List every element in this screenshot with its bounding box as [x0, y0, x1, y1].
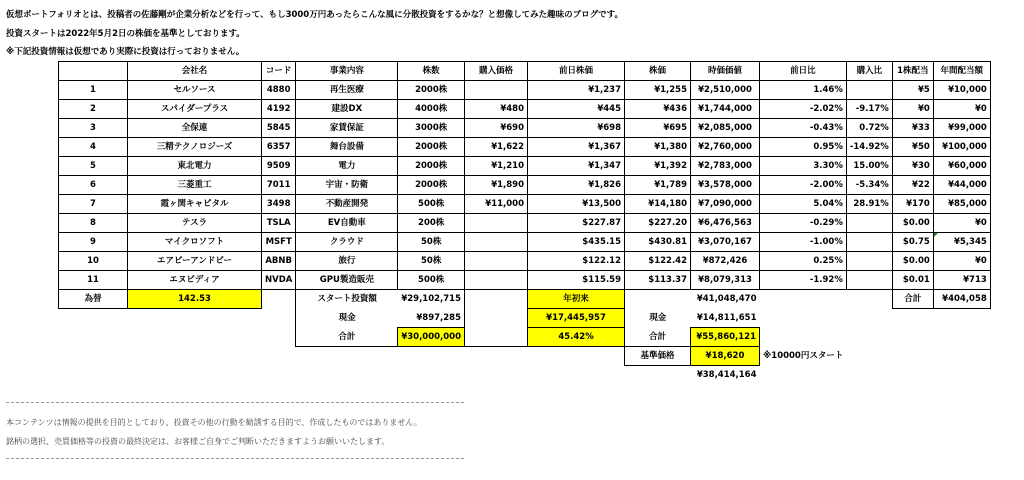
cell-dod: -2.02%: [760, 100, 847, 119]
header-cell: 前日比: [760, 62, 847, 81]
cell-shares: 3000株: [398, 119, 465, 138]
cell-biz: EV自動車: [296, 214, 398, 233]
cell-prev: ¥698: [528, 119, 625, 138]
cell-price: $430.81: [625, 233, 691, 252]
cell-vsbuy: 0.72%: [846, 119, 892, 138]
cell-div: ¥0: [892, 100, 933, 119]
cell-shares: 2000株: [398, 157, 465, 176]
cell-vsbuy: 15.00%: [846, 157, 892, 176]
cell-biz: 旅行: [296, 252, 398, 271]
disclaimer-line-1: 本コンテンツは情報の提供を目的としており、投資その他の行動を勧誘する目的で、作成したものではありません。: [6, 418, 422, 427]
header-cell: 前日株価: [528, 62, 625, 81]
ytd-value: ¥17,445,957: [528, 309, 625, 328]
cell-prev: ¥1,367: [528, 138, 625, 157]
table-row: [59, 100, 991, 119]
cell-code: ABNB: [262, 252, 296, 271]
cell-biz: クラウド: [296, 233, 398, 252]
header-cell: 株数: [398, 62, 465, 81]
base-value: ¥18,620: [691, 347, 760, 366]
fx-value: 142.53: [128, 290, 262, 309]
cell-no: 5: [59, 157, 128, 176]
table-row: [59, 138, 991, 157]
cell-prev: $115.59: [528, 271, 625, 290]
ytd-label: 年初来: [528, 290, 625, 309]
cell-code: 7011: [262, 176, 296, 195]
cell-value: ¥872,426: [691, 252, 760, 271]
cell-annual: ¥0: [933, 252, 990, 271]
cell-shares: 200株: [398, 214, 465, 233]
cell-buy: ¥11,000: [465, 195, 528, 214]
cell-buy: [465, 81, 528, 100]
cell-name: 東北電力: [128, 157, 262, 176]
summary-row-4: [59, 347, 991, 366]
cell-annual: ¥0: [933, 100, 990, 119]
cell-buy: ¥480: [465, 100, 528, 119]
cell-div: ¥30: [892, 157, 933, 176]
header-cell: 年間配当額: [933, 62, 990, 81]
cell-price: ¥695: [625, 119, 691, 138]
cell-price: ¥1,392: [625, 157, 691, 176]
div-total-value: ¥404,058: [933, 290, 990, 309]
cell-name: 霞ヶ関キャピタル: [128, 195, 262, 214]
cell-price: $122.42: [625, 252, 691, 271]
cell-code: 6357: [262, 138, 296, 157]
cell-biz: GPU製造販売: [296, 271, 398, 290]
cell-vsbuy: [846, 252, 892, 271]
cell-name: エヌビディア: [128, 271, 262, 290]
divider-top: [6, 402, 464, 403]
cell-no: 10: [59, 252, 128, 271]
cell-annual: ¥5,345: [933, 233, 990, 252]
cell-value: ¥2,510,000: [691, 81, 760, 100]
cell-prev: $227.87: [528, 214, 625, 233]
cell-value: ¥2,085,000: [691, 119, 760, 138]
cell-prev: ¥445: [528, 100, 625, 119]
cell-code: 9509: [262, 157, 296, 176]
header-cell: 時価価値: [691, 62, 760, 81]
cell-price: ¥1,789: [625, 176, 691, 195]
cell-div: ¥50: [892, 138, 933, 157]
cell-dod: 0.25%: [760, 252, 847, 271]
portfolio-table: [58, 61, 991, 384]
cell-shares: 500株: [398, 195, 465, 214]
cell-biz: 家賃保証: [296, 119, 398, 138]
cell-annual: ¥99,000: [933, 119, 990, 138]
cell-price: ¥1,380: [625, 138, 691, 157]
cell-name: エアビーアンドビー: [128, 252, 262, 271]
start-value: ¥29,102,715: [398, 290, 465, 309]
cell-no: 1: [59, 81, 128, 100]
cell-annual: ¥85,000: [933, 195, 990, 214]
table-row: [59, 195, 991, 214]
cell-vsbuy: [846, 233, 892, 252]
disclaimer-line-2: 銘柄の選択、売買価格等の投資の最終決定は、お客様ご自身でご判断いただきますようお願いいたします。: [6, 437, 390, 446]
header-cell: 購入比: [846, 62, 892, 81]
summary-row-1: [59, 290, 991, 309]
base-note: ※10000円スタート: [763, 351, 844, 361]
cell-buy: ¥1,210: [465, 157, 528, 176]
cell-div: $0.01: [892, 271, 933, 290]
header-cell: コード: [262, 62, 296, 81]
cell-shares: 4000株: [398, 100, 465, 119]
cell-buy: [465, 233, 528, 252]
cell-vsbuy: -5.34%: [846, 176, 892, 195]
cell-buy: ¥690: [465, 119, 528, 138]
cell-biz: 電力: [296, 157, 398, 176]
cell-name: テスラ: [128, 214, 262, 233]
cell-value: ¥1,744,000: [691, 100, 760, 119]
base-label: 基準価格: [625, 347, 691, 366]
cell-buy: ¥1,890: [465, 176, 528, 195]
table-row: [59, 214, 991, 233]
cell-dod: 3.30%: [760, 157, 847, 176]
cash2-label: 現金: [649, 313, 667, 323]
cell-buy: [465, 252, 528, 271]
header-cell: 事業内容: [296, 62, 398, 81]
cell-annual: ¥60,000: [933, 157, 990, 176]
summary-row-5: [59, 366, 991, 385]
start-label: スタート投資額: [296, 290, 398, 309]
ytd-pct: 45.42%: [528, 328, 625, 347]
cell-dod: 0.95%: [760, 138, 847, 157]
total-label: 合計: [296, 328, 398, 347]
cash-label: 現金: [296, 309, 398, 328]
cell-vsbuy: -9.17%: [846, 100, 892, 119]
cell-shares: 500株: [398, 271, 465, 290]
cell-code: NVDA: [262, 271, 296, 290]
cash-value: ¥897,285: [416, 312, 462, 323]
cell-prev: $122.12: [528, 252, 625, 271]
cell-price: $227.20: [625, 214, 691, 233]
header-cell: 会社名: [128, 62, 262, 81]
div-total-label: 合計: [892, 290, 933, 309]
cell-no: 6: [59, 176, 128, 195]
cell-dod: -0.43%: [760, 119, 847, 138]
header-cell: 購入価格: [465, 62, 528, 81]
below-value: ¥38,414,164: [696, 370, 757, 380]
cell-annual: ¥100,000: [933, 138, 990, 157]
table-row: [59, 157, 991, 176]
cell-annual: ¥10,000: [933, 81, 990, 100]
table-row: [59, 176, 991, 195]
total2-label: 合計: [625, 328, 691, 347]
header-row: [59, 62, 991, 81]
cell-vsbuy: [846, 214, 892, 233]
cell-biz: 不動産開発: [296, 195, 398, 214]
cell-shares: 2000株: [398, 138, 465, 157]
cell-price: $113.37: [625, 271, 691, 290]
cell-code: 3498: [262, 195, 296, 214]
cell-buy: [465, 271, 528, 290]
cell-prev: ¥1,237: [528, 81, 625, 100]
table-row: [59, 252, 991, 271]
cell-dod: 1.46%: [760, 81, 847, 100]
cell-name: 三精テクノロジーズ: [128, 138, 262, 157]
cell-prev: ¥1,826: [528, 176, 625, 195]
cell-div: $0.00: [892, 252, 933, 271]
cell-dod: -0.29%: [760, 214, 847, 233]
table-row: [59, 271, 991, 290]
cell-prev: ¥13,500: [528, 195, 625, 214]
intro-line-3: ※下記投資情報は仮想であり実際に投資は行っておりません。: [6, 47, 245, 57]
cell-code: 5845: [262, 119, 296, 138]
table-row: [59, 233, 991, 252]
cell-code: 4192: [262, 100, 296, 119]
cell-buy: [465, 214, 528, 233]
cell-biz: 舞台設備: [296, 138, 398, 157]
header-cell: 株価: [625, 62, 691, 81]
cell-shares: 50株: [398, 233, 465, 252]
cell-value: ¥6,476,563: [691, 214, 760, 233]
intro-line-1: 仮想ポートフォリオとは、投稿者の佐藤剛が企業分析などを行って、もし3000万円あったらこんな風に分散投資をするかな？と想像してみた趣味のブログです。: [6, 10, 623, 20]
cell-no: 2: [59, 100, 128, 119]
cell-name: スパイダープラス: [128, 100, 262, 119]
cell-value: ¥3,578,000: [691, 176, 760, 195]
cell-value: ¥8,079,313: [691, 271, 760, 290]
cell-name: マイクロソフト: [128, 233, 262, 252]
total-value-top: ¥41,048,470: [691, 290, 760, 309]
cell-dod: -1.92%: [760, 271, 847, 290]
cell-prev: $435.15: [528, 233, 625, 252]
cell-vsbuy: [846, 271, 892, 290]
cell-price: ¥14,180: [625, 195, 691, 214]
cell-div: $0.75: [892, 233, 933, 252]
cell-dod: -1.00%: [760, 233, 847, 252]
summary-row-3: [59, 328, 991, 347]
cell-biz: 再生医療: [296, 81, 398, 100]
cell-div: ¥5: [892, 81, 933, 100]
intro-line-2: 投資スタートは2022年5月2日の株価を基準としております。: [6, 29, 245, 39]
cell-no: 4: [59, 138, 128, 157]
cell-code: MSFT: [262, 233, 296, 252]
cell-buy: ¥1,622: [465, 138, 528, 157]
cell-no: 11: [59, 271, 128, 290]
cell-name: 三菱重工: [128, 176, 262, 195]
cell-div: ¥22: [892, 176, 933, 195]
cell-shares: 50株: [398, 252, 465, 271]
cell-annual: ¥0: [933, 214, 990, 233]
cell-value: ¥2,760,000: [691, 138, 760, 157]
cell-name: セルソース: [128, 81, 262, 100]
cell-biz: 宇宙・防衛: [296, 176, 398, 195]
cell-price: ¥1,255: [625, 81, 691, 100]
cell-price: ¥436: [625, 100, 691, 119]
cell-value: ¥3,070,167: [691, 233, 760, 252]
cell-dod: -2.00%: [760, 176, 847, 195]
cell-no: 8: [59, 214, 128, 233]
total2-value: ¥55,860,121: [691, 328, 760, 347]
cell-vsbuy: [846, 81, 892, 100]
cell-no: 7: [59, 195, 128, 214]
cell-no: 9: [59, 233, 128, 252]
cell-prev: ¥1,347: [528, 157, 625, 176]
cell-shares: 2000株: [398, 176, 465, 195]
cell-shares: 2000株: [398, 81, 465, 100]
total-value: ¥30,000,000: [398, 328, 465, 347]
cell-value: ¥2,783,000: [691, 157, 760, 176]
cell-no: 3: [59, 119, 128, 138]
summary-row-2: [59, 309, 991, 328]
header-cell: 1株配当: [892, 62, 933, 81]
table-row: [59, 81, 991, 100]
cell-dod: 5.04%: [760, 195, 847, 214]
cell-value: ¥7,090,000: [691, 195, 760, 214]
cell-vsbuy: 28.91%: [846, 195, 892, 214]
cash2-value: ¥14,811,651: [696, 312, 757, 323]
cell-biz: 建設DX: [296, 100, 398, 119]
cell-name: 全保連: [128, 119, 262, 138]
cell-div: $0.00: [892, 214, 933, 233]
cell-vsbuy: -14.92%: [846, 138, 892, 157]
cell-div: ¥33: [892, 119, 933, 138]
cell-code: 4880: [262, 81, 296, 100]
cell-annual: ¥713: [933, 271, 990, 290]
divider-bottom: [6, 458, 464, 459]
cell-annual: ¥44,000: [933, 176, 990, 195]
header-cell: [59, 62, 128, 81]
cell-code: TSLA: [262, 214, 296, 233]
table-row: [59, 119, 991, 138]
cell-div: ¥170: [892, 195, 933, 214]
fx-label: 為替: [59, 290, 128, 309]
